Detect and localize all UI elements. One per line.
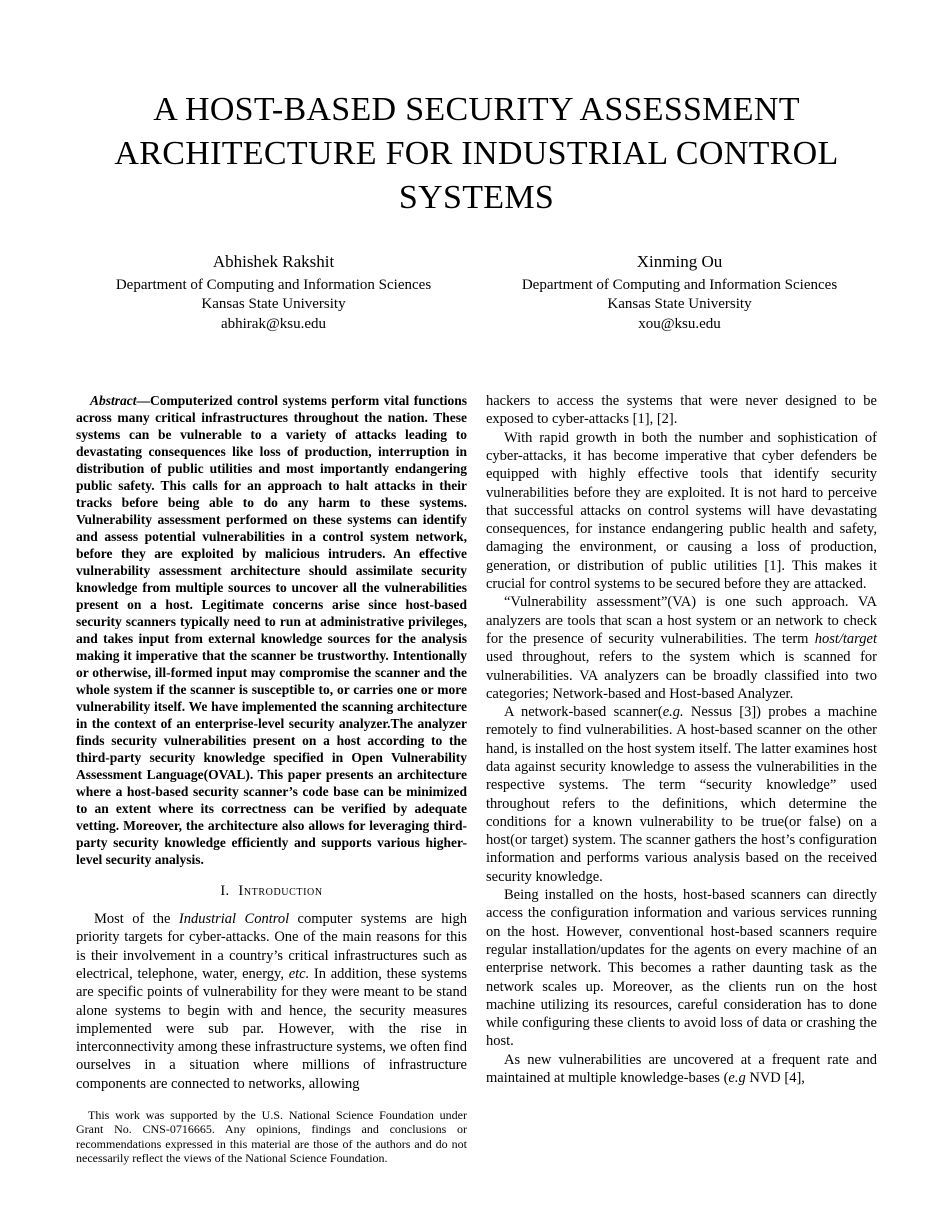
section-heading-introduction <box>76 883 467 900</box>
author-block-1 <box>76 251 471 335</box>
author-email: xou@ksu.edu <box>638 315 721 332</box>
paper-title: A HOST-BASED SECURITY ASSESSMENT ARCHITECTURE FOR INDUSTRIAL CONTROL SYSTEMS <box>114 91 839 217</box>
author-block-2 <box>482 251 877 335</box>
body-paragraph: As new vulnerabilities are uncovered at a frequent rate and maintained at multiple knowledge-bases (e.g NVD [4], <box>486 1051 877 1087</box>
body-paragraph: hackers to access the systems that were never designed to be exposed to cyber-attacks [1], [2]. <box>486 393 877 428</box>
author-department: Department of Computing and Information Sciences <box>115 276 432 293</box>
body-paragraph: Most of the Industrial Control computer systems are high priority targets for cyber-attacks. One of the main reasons for this is their involvement in a country’s critical infrastructures such as electrical, telephone, water, energy, etc. In addition, these systems are specific points of vulnerability for they were meant to be stand alone systems to begin with and hence, the security measures implemented were sub par. However, with the rise in interconnectivity among these infrastructure systems, we often find ourselves in a situation where millions of infrastructure components are connected to networks, allowing <box>76 911 467 1092</box>
left-column <box>76 392 467 1166</box>
two-column-body <box>76 392 877 1166</box>
author-name: Xinming Ou <box>636 251 723 271</box>
body-paragraph: “Vulnerability assessment”(VA) is one such approach. VA analyzers are tools that scan a host system or an network to check for the presence of security vulnerabilities. The term host/target used throughout, refers to the system which is scanned for vulnerabilities. VA analyzers can be broadly classified into two categories; Network-based and Host-based Analyzer. <box>486 594 877 702</box>
body-paragraph: Being installed on the hosts, host-based scanners can directly access the configuration information and various services running on the host. However, conventional host-based scanners require regular installation/updates for the agents on every machine of an enterprise network. This becomes a rather daunting task as the network scales up. Moreover, as the clients run on the host machine utilizing its resources, careful consideration has to done while configuring these clients to avoid loss of data or crashing the host. <box>486 887 877 1050</box>
author-name: Abhishek Rakshit <box>212 251 335 271</box>
right-column <box>486 392 877 1087</box>
body-paragraph: With rapid growth in both the number and sophistication of cyber-attacks, it has become imperative that cyber defenders be equipped with highly effective tools that identify security vulnerabilities before they are exploited. It is not hard to perceive that successful attacks on control systems will have devastating consequences, for instance endangering public health and safety, damaging the environment, or causing a loss of production, generation, or distribution of public utilities [1]. This makes it crucial for control systems to be secured before they are attacked. <box>486 429 877 593</box>
abstract-text: —Computerized control systems perform vital functions across many critical infrastructures throughout the nation. These systems can be vulnerable to a variety of attacks leading to devastating consequences like loss of production, interruption in distribution of public utilities and most importantly endangering public safety. This calls for an approach to halt attacks in their tracks before being able to do any harm to these systems. Vulnerability assessment performed on these systems can identify and assess potential vulnerabilities in a control system network, before they are exploited by malicious intruders. An effective vulnerability assessment architecture should assimilate security knowledge from multiple sources to uncover all the vulnerabilities present on a host. Legitimate concerns arise since host-based security scanners typically need to run at administrative privileges, and takes input from external knowledge sources for the analysis making it imperative that the scanner be trustworthy. Intentionally or otherwise, ill-formed input may compromise the scanner and the whole system if the scanner is susceptible to, or carries one or more vulnerability itself. We have implemented the scanning architecture in the context of an enterprise-level security analyzer.The analyzer finds security vulnerabilities present on a host according to the third-party security knowledge specified in Open Vulnerability Assessment Language(OVAL). This paper presents an architecture where a host-based security scanner’s code base can be minimized to an extent where its correctness can be verified by adequate vetting. Moreover, the architecture also allows for leveraging third-party security knowledge efficiently and supports various higher-level security analysis. <box>76 393 467 868</box>
section-number: I. <box>220 883 230 900</box>
body-paragraph: A network-based scanner(e.g. Nessus [3]) probes a machine remotely to find vulnerabilities. A host-based scanner on the other hand, is installed on the host system itself. The latter examines host data against security knowledge to assess the vulnerabilities in the respective systems. The term “security knowledge” used throughout refers to the definitions, which determine the conditions for a known vulnerability to be true(or false) on a host(or target) system. The scanner gathers the host’s configuration information and performs various analysis based on the received security knowledge. <box>486 704 878 885</box>
author-university: Kansas State University <box>201 296 346 313</box>
section-title: Introduction <box>238 883 323 900</box>
author-email: abhirak@ksu.edu <box>220 315 327 332</box>
abstract <box>76 392 467 868</box>
authors-row <box>76 251 877 335</box>
footnote: This work was supported by the U.S. National Science Foundation under Grant No. CNS-0716665. Any opinions, findings and conclusions or recommendations expressed in this material are those of the authors and do not necessarily reflect the views of the National Science Foundation. <box>76 1107 467 1166</box>
author-department: Department of Computing and Information Sciences <box>521 276 838 293</box>
author-university: Kansas State University <box>607 296 752 313</box>
abstract-label: Abstract <box>90 393 137 409</box>
